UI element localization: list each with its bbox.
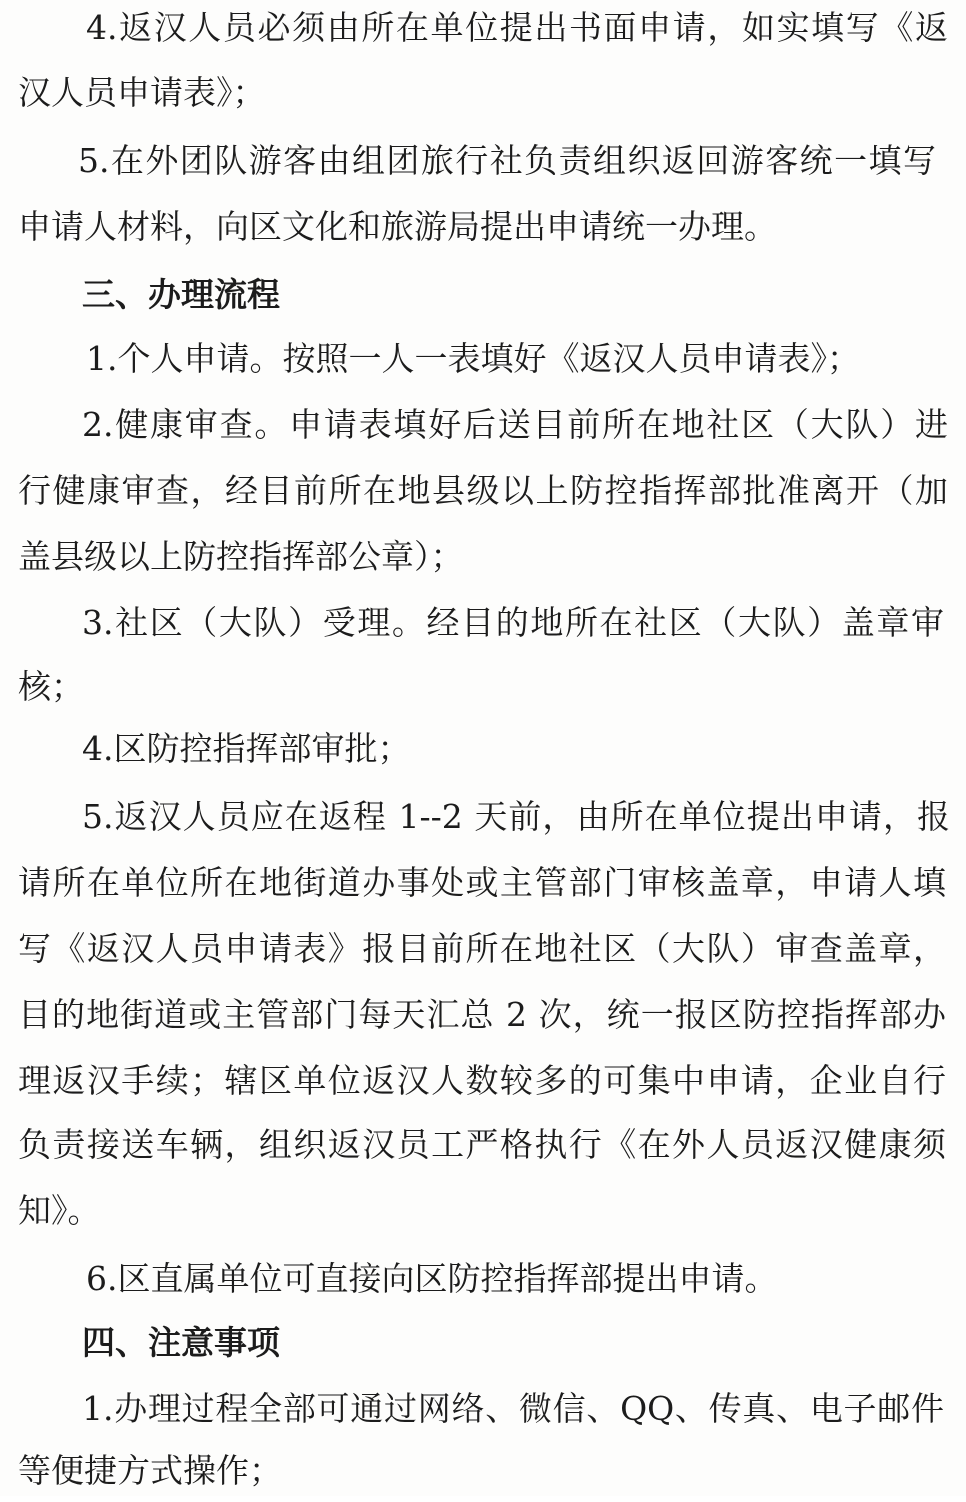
- text-line: 3.社区（大队）受理。经目的地所在社区（大队）盖章审: [82, 603, 944, 642]
- text-line: 知》。: [18, 1191, 101, 1230]
- text-line: 5.返汉人员应在返程 1--2 天前，由所在单位提出申请，报: [82, 797, 950, 836]
- text-line: 6.区直属单位可直接向区防控指挥部提出申请。: [86, 1259, 778, 1298]
- text-line: 目的地街道或主管部门每天汇总 2 次，统一报区防控指挥部办: [18, 995, 946, 1034]
- text-line: 5.在外团队游客由组团旅行社负责组织返回游客统一填写: [78, 141, 936, 180]
- text-line: 4.区防控指挥部审批；: [82, 729, 411, 768]
- text-line: 1.个人申请。按照一人一表填好《返汉人员申请表》；: [86, 339, 860, 378]
- section-heading: 三、办理流程: [82, 275, 280, 314]
- text-line: 4.返汉人员必须由所在单位提出书面申请，如实填写《返: [86, 8, 948, 47]
- text-line: 请所在单位所在地街道办事处或主管部门审核盖章，申请人填: [18, 863, 946, 902]
- text-line: 负责接送车辆，组织返汉员工严格执行《在外人员返汉健康须: [18, 1125, 946, 1164]
- text-line: 2.健康审查。申请表填好后送目前所在地社区（大队）进: [82, 405, 948, 444]
- text-line: 等便捷方式操作；: [18, 1451, 282, 1490]
- text-line: 写《返汉人员申请表》报目前所在地社区（大队）审查盖章，: [18, 929, 946, 968]
- section-heading: 四、注意事项: [82, 1323, 280, 1362]
- text-line: 汉人员申请表》；: [18, 73, 266, 112]
- text-line: 核；: [18, 667, 84, 706]
- text-line: 盖县级以上防控指挥部公章）；: [18, 537, 464, 576]
- text-line: 1.办理过程全部可通过网络、微信、QQ、传真、电子邮件: [82, 1389, 944, 1428]
- text-line: 理返汉手续；辖区单位返汉人数较多的可集中申请，企业自行: [18, 1061, 946, 1100]
- text-line: 申请人材料，向区文化和旅游局提出申请统一办理。: [18, 207, 777, 246]
- text-line: 行健康审查，经目前所在地县级以上防控指挥部批准离开（加: [18, 471, 948, 510]
